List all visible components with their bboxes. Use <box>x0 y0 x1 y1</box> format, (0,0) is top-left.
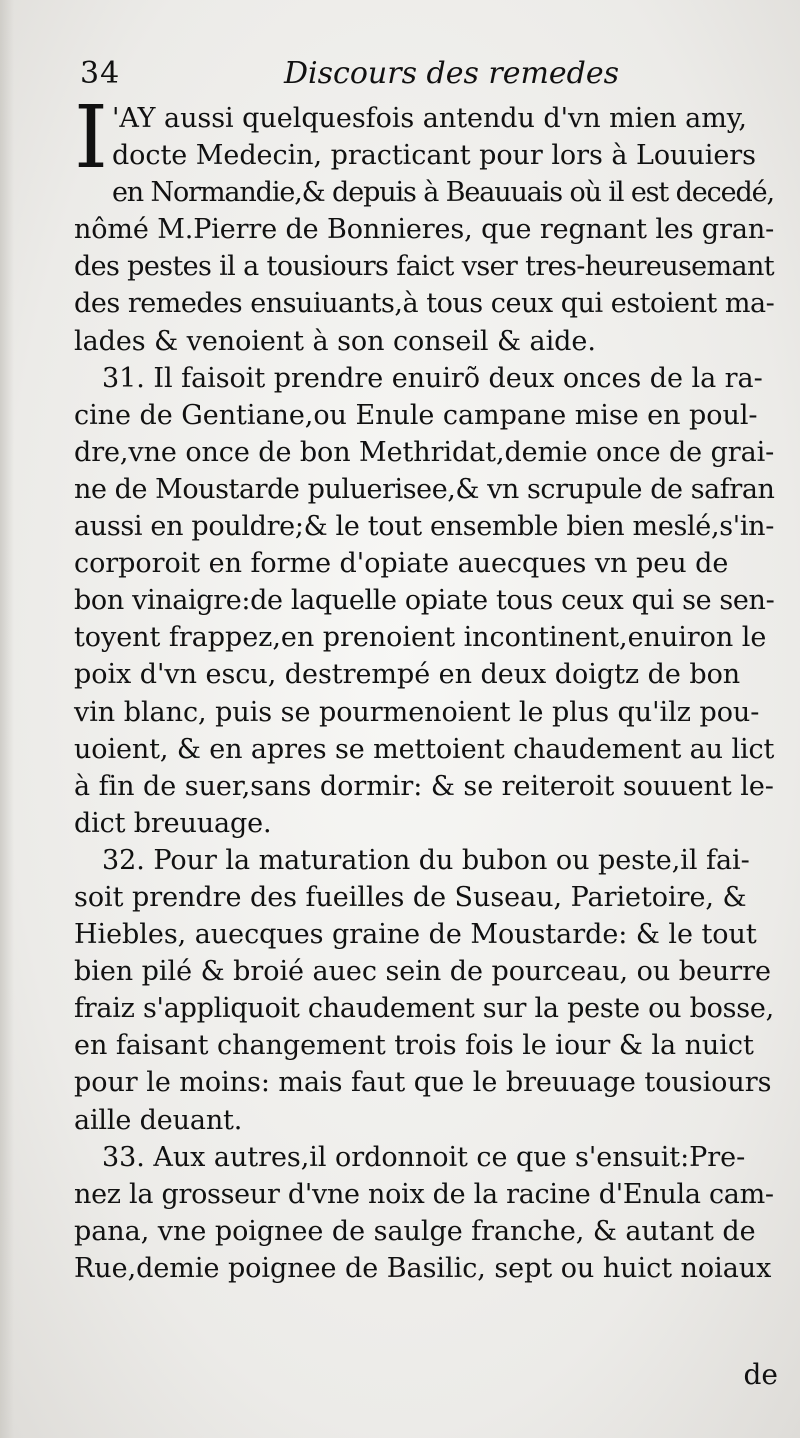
page-edge-shadow <box>0 0 14 1438</box>
text-line: en Normandie,& depuis à Beauuais où il est decedé, <box>111 177 774 209</box>
text-line: uoient, & en apres se mettoient chaudement au lict <box>74 733 775 765</box>
drop-cap: I <box>74 88 108 188</box>
text-line: lades & venoient à son conseil & aide. <box>74 325 596 357</box>
text-line: 31. Il faisoit prendre enuirõ deux onces de la ra- <box>102 362 763 394</box>
text-line: aussi en pouldre;& le tout ensemble bien meslé,s'in- <box>74 511 774 543</box>
text-line: ne de Moustarde puluerisee,& vn scrupule de safran <box>74 473 775 505</box>
text-line: soit prendre des fueilles de Suseau, Parietoire, & <box>74 881 747 913</box>
text-line: cine de Gentiane,ou Enule campane mise en poul- <box>74 399 758 431</box>
paragraph-intro <box>74 88 776 360</box>
text-line: dict breuuage. <box>74 807 272 839</box>
text-line: nez la grosseur d'vne noix de la racine d'Enula cam- <box>74 1178 774 1210</box>
running-title: Discours des remedes <box>284 56 620 91</box>
text-line: bien pilé & broié auec sein de pourceau, ou beurre <box>74 956 771 988</box>
text-line: poix d'vn escu, destrempé en deux doigtz de bon <box>74 659 741 691</box>
text-body <box>74 88 776 1287</box>
text-line: toyent frappez,en prenoient incontinent,enuiron le <box>74 622 767 654</box>
text-line: à fin de suer,sans dormir: & se reiteroit souuent le- <box>74 770 774 802</box>
paragraph-33 <box>74 1139 776 1287</box>
text-line: 32. Pour la maturation du bubon ou peste,il fai- <box>102 844 750 876</box>
text-line: vin blanc, puis se pourmenoient le plus qu'ilz pou- <box>74 696 760 728</box>
text-line: des pestes il a tousiours faict vser tres-heureusemant <box>74 251 774 283</box>
text-line: docte Medecin, practicant pour lors à Louuiers <box>111 140 756 172</box>
text-line: Hiebles, auecques graine de Moustarde: & le tout <box>74 919 757 951</box>
text-line: I 'AY aussi quelquesfois antendu d'vn mien amy, <box>74 88 747 188</box>
text-line: 33. Aux autres,il ordonnoit ce que s'ensuit:Pre- <box>102 1141 746 1173</box>
text-line: nômé M.Pierre de Bonnieres, que regnant les gran- <box>74 214 775 246</box>
paragraph-32 <box>74 842 776 1139</box>
text-line: pana, vne poignee de saulge franche, & autant de <box>74 1215 756 1247</box>
text-line: bon vinaigre:de laquelle opiate tous ceux qui se sen- <box>74 585 775 617</box>
text-line: corporoit en forme d'opiate auecques vn peu de <box>74 548 729 580</box>
text-line: aille deuant. <box>74 1104 243 1136</box>
paragraph-31 <box>74 360 776 842</box>
text-line: fraiz s'appliquoit chaudement sur la peste ou bosse, <box>74 993 774 1025</box>
text-line: dre,vne once de bon Methridat,demie once de grai- <box>74 436 775 468</box>
text-line: des remedes ensuiuants,à tous ceux qui estoient ma- <box>74 288 775 320</box>
text-line: Rue,demie poignee de Basilic, sept ou huict noiaux <box>74 1252 772 1284</box>
text-line: pour le moins: mais faut que le breuuage tousiours <box>74 1067 772 1099</box>
text-line: en faisant changement trois fois le iour & la nuict <box>74 1030 754 1062</box>
catchword: de <box>743 1358 778 1391</box>
page-number: 34 <box>80 56 121 91</box>
page-header <box>74 52 774 102</box>
